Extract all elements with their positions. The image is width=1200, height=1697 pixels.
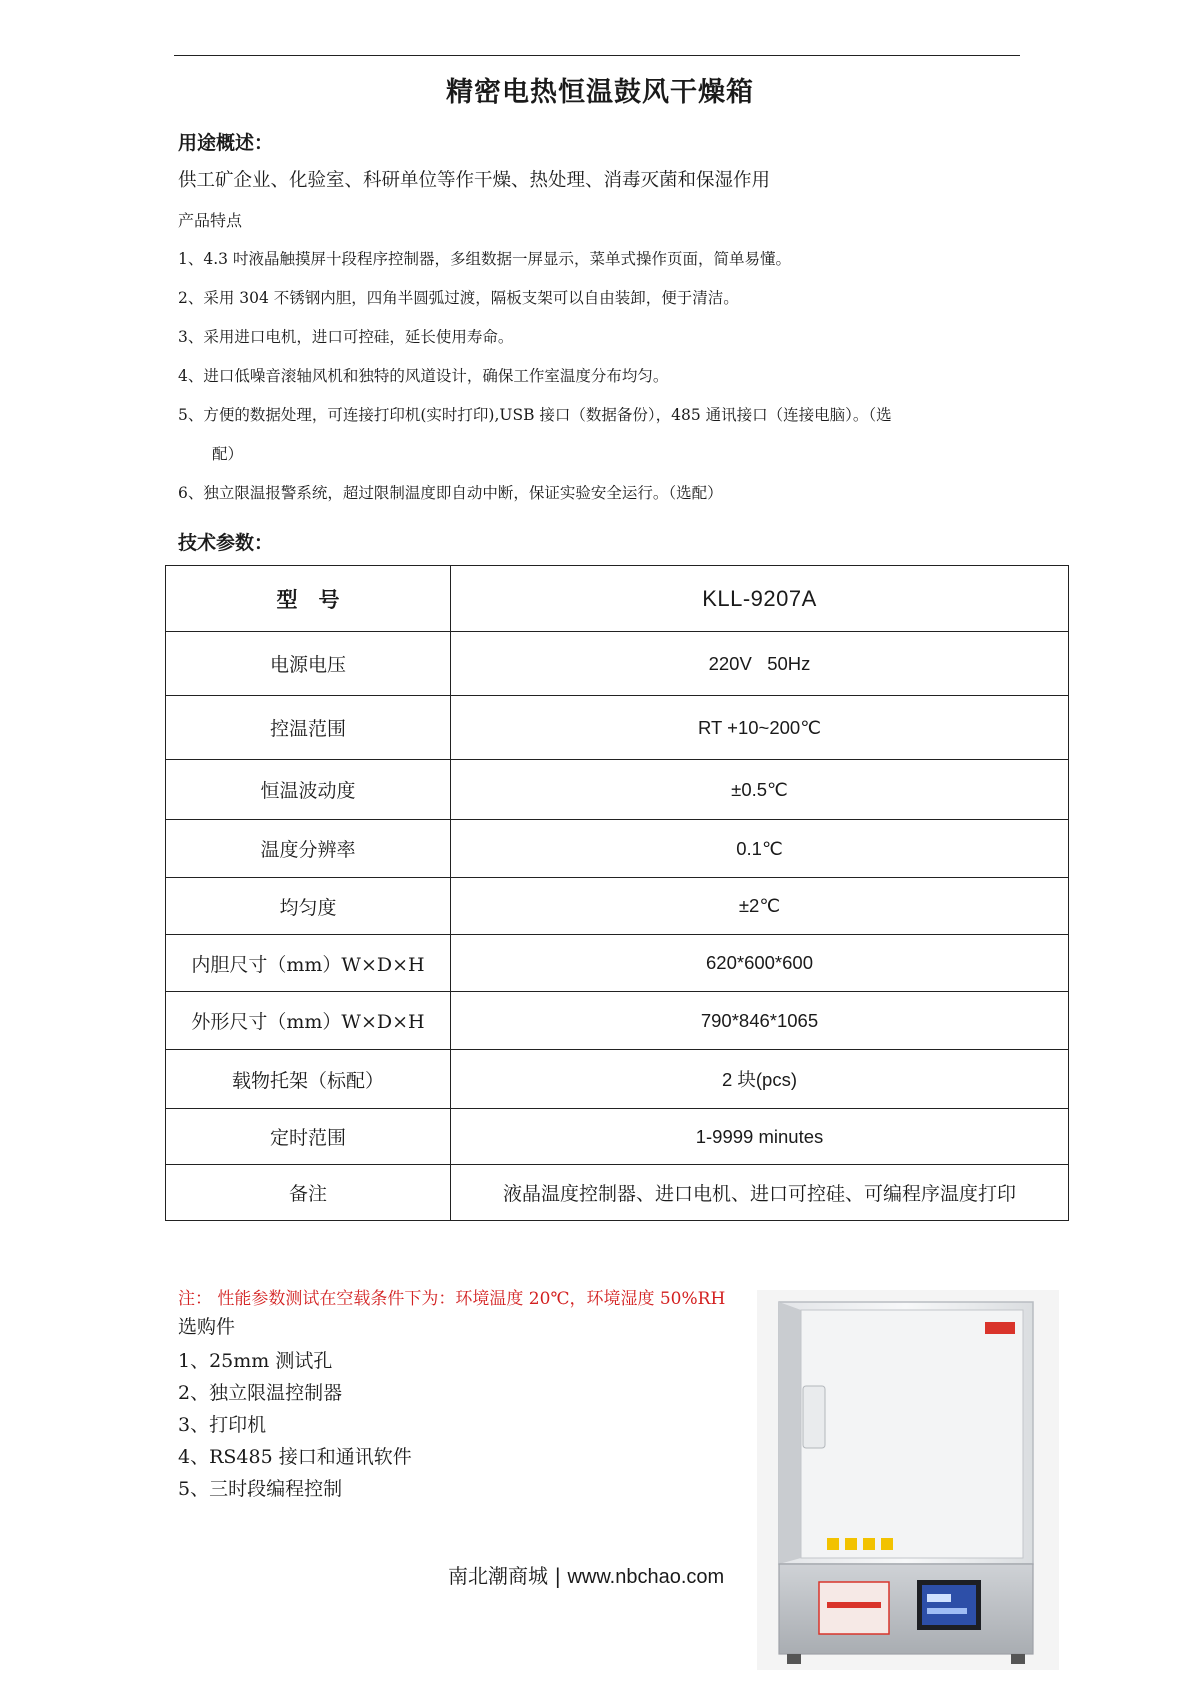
option-item: 5、三时段编程控制 — [178, 1478, 343, 1500]
spec-label: 电源电压 — [166, 632, 451, 696]
spec-label: 备注 — [166, 1165, 451, 1221]
table-row — [166, 1165, 1069, 1221]
option-item: 1、25mm 测试孔 — [178, 1350, 333, 1372]
option-item: 3、打印机 — [178, 1414, 267, 1436]
brand-logo-badge — [985, 1322, 1015, 1334]
feature-item: 5、方便的数据处理，可连接打印机(实时打印),USB 接口（数据备份），485 通讯接口（连接电脑）。（选 — [178, 406, 892, 424]
table-row — [166, 1109, 1069, 1165]
table-row — [166, 935, 1069, 992]
top-rule — [174, 55, 1020, 56]
drying-oven-product-photo — [757, 1290, 1059, 1670]
spec-value: 液晶温度控制器、进口电机、进口可控硅、可编程序温度打印 — [451, 1165, 1069, 1221]
warning-label-icon — [827, 1538, 839, 1550]
footer-brand: 南北潮商城 — [448, 1564, 548, 1588]
warning-label-icon — [863, 1538, 875, 1550]
feature-item: 2、采用 304 不锈钢内胆，四角半圆弧过渡，隔板支架可以自由装卸，便于清洁。 — [178, 289, 739, 307]
specs-heading: 技术参数： — [178, 532, 274, 554]
spec-value: RT +10~200℃ — [451, 696, 1069, 760]
features-heading: 产品特点 — [178, 211, 243, 230]
spec-label: 温度分辨率 — [166, 820, 451, 878]
warning-label-icon — [845, 1538, 857, 1550]
table-row — [166, 992, 1069, 1050]
table-row — [166, 878, 1069, 935]
spec-value: KLL-9207A — [451, 566, 1069, 632]
spec-value: 0.1℃ — [451, 820, 1069, 878]
spec-label: 恒温波动度 — [166, 760, 451, 820]
spec-value: 620*600*600 — [451, 935, 1069, 992]
specs-table — [165, 565, 1069, 1221]
option-item: 4、RS485 接口和通讯软件 — [178, 1446, 412, 1468]
feature-item-continuation: 配） — [212, 445, 244, 463]
document-title: 精密电热恒温鼓风干燥箱 — [446, 77, 754, 108]
usage-heading: 用途概述： — [178, 132, 274, 154]
feature-item: 1、4.3 吋液晶触摸屏十段程序控制器，多组数据一屏显示，菜单式操作页面，简单易懂。 — [178, 250, 791, 268]
spec-value: 220V 50Hz — [451, 632, 1069, 696]
spec-value: 2 块(pcs) — [451, 1050, 1069, 1109]
footer — [448, 1560, 724, 1589]
options-heading: 选购件 — [178, 1316, 236, 1338]
spec-value: 790*846*1065 — [451, 992, 1069, 1050]
spec-label: 均匀度 — [166, 878, 451, 935]
table-row — [166, 696, 1069, 760]
spec-value: 1-9999 minutes — [451, 1109, 1069, 1165]
spec-label: 型 号 — [166, 566, 451, 632]
table-row — [166, 760, 1069, 820]
footer-url[interactable]: www.nbchao.com — [567, 1566, 725, 1588]
footer-separator: | — [548, 1564, 568, 1588]
option-item: 2、独立限温控制器 — [178, 1382, 343, 1404]
spec-value: ±2℃ — [451, 878, 1069, 935]
spec-value: ±0.5℃ — [451, 760, 1069, 820]
spec-label: 控温范围 — [166, 696, 451, 760]
spec-label: 内胆尺寸（mm）W×D×H — [166, 935, 451, 992]
table-row — [166, 632, 1069, 696]
test-condition-note: 注： 性能参数测试在空载条件下为：环境温度 20℃，环境湿度 50%RH — [178, 1289, 726, 1309]
table-row — [166, 1050, 1069, 1109]
table-row — [166, 820, 1069, 878]
usage-text: 供工矿企业、化验室、科研单位等作干燥、热处理、消毒灭菌和保湿作用 — [178, 170, 771, 191]
spec-label: 外形尺寸（mm）W×D×H — [166, 992, 451, 1050]
spec-label: 定时范围 — [166, 1109, 451, 1165]
feature-item: 4、进口低噪音滚轴风机和独特的风道设计，确保工作室温度分布均匀。 — [178, 367, 669, 385]
warning-label-icon — [881, 1538, 893, 1550]
table-row — [166, 566, 1069, 632]
feature-item: 3、采用进口电机，进口可控硅，延长使用寿命。 — [178, 328, 514, 346]
feature-item: 6、独立限温报警系统，超过限制温度即自动中断，保证实验安全运行。（选配） — [178, 484, 723, 502]
spec-label: 载物托架（标配） — [166, 1050, 451, 1109]
